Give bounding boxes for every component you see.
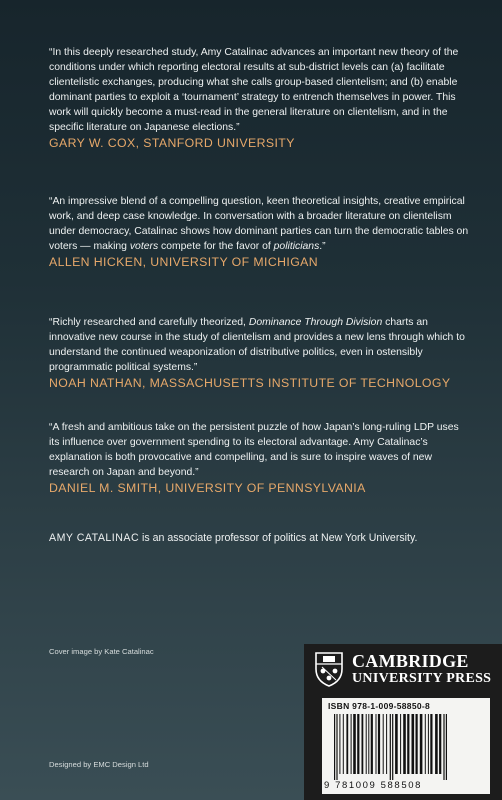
review-attribution: GARY W. COX, STANFORD UNIVERSITY — [49, 136, 295, 150]
quote-text: compete for the favor of — [158, 241, 274, 252]
barcode-digits: 9 781009 588508 — [324, 780, 422, 791]
barcode-bar — [439, 714, 441, 774]
quote-text: .” — [319, 241, 326, 252]
publisher-block — [304, 644, 502, 800]
barcode-bar — [395, 714, 398, 774]
barcode-bar — [351, 714, 352, 774]
barcode-bar — [407, 714, 409, 774]
publisher-header — [304, 644, 502, 687]
barcode-bar — [353, 714, 356, 774]
barcode-bar — [412, 714, 415, 774]
barcode-bar — [346, 714, 348, 774]
quote-italic-text: voters — [129, 241, 159, 252]
barcode-bar — [430, 714, 432, 774]
barcode-bar — [386, 714, 387, 774]
author-bio — [49, 531, 489, 545]
barcode-bars — [330, 714, 482, 780]
barcode-bar — [392, 714, 393, 780]
barcode-bar — [383, 714, 384, 774]
quote-text: charts an innovative new course in the study of clientelism and provides a new lens through which to understand the continued weaponization of distributive politics, even in ostensibly programmatic political systems.” — [49, 317, 465, 373]
barcode-bar — [403, 714, 406, 774]
quote-italic-text: politicians — [273, 241, 320, 252]
barcode-bar — [362, 714, 364, 774]
quote-text: “In this deeply researched study, Amy Catalinac advances an important new theory of the conditions under which reporting electoral results at sub-district levels can (a) facilitate clientelistic exchanges, producing what she calls group-based clientelism; and (b) enable dominant parties to exploit a ‘tournament’ strategy to entrench themselves in power. This work will quickly become a must-read in the general literature on clientelism, and in the specific literature on Japanese elections.” — [49, 47, 459, 133]
barcode-bar — [378, 714, 380, 774]
isbn-barcode — [322, 698, 490, 794]
review-attribution: DANIEL M. SMITH, UNIVERSITY OF PENNSYLVANIA — [49, 481, 366, 495]
barcode-bar — [368, 714, 369, 774]
cambridge-crest-icon — [314, 651, 344, 687]
review-quote — [49, 45, 469, 135]
quote-text: “A fresh and ambitious take on the persistent puzzle of how Japan’s long-ruling LDP uses its influence over government spending to its electoral advantage. Amy Catalinac’s explanation is both provocative and compelling, and is sure to inspire waves of new research on Japan and beyond.” — [49, 422, 459, 478]
barcode-bar — [366, 714, 367, 774]
barcode-bar — [376, 714, 377, 774]
publisher-name — [352, 652, 491, 686]
isbn-label: ISBN 978-1-009-58850-8 — [328, 701, 431, 711]
designer-credit: Designed by EMC Design Ltd — [49, 760, 149, 769]
review-3 — [49, 315, 469, 391]
barcode-bar — [420, 714, 423, 774]
barcode-bar — [425, 714, 426, 774]
quote-italic-text: Dominance Through Division — [248, 317, 383, 328]
barcode-bar — [336, 714, 337, 780]
review-attribution: NOAH NATHAN, MASSACHUSETTS INSTITUTE OF TECHNOLOGY — [49, 376, 451, 390]
barcode-bar — [428, 714, 429, 774]
barcode-bar — [400, 714, 401, 774]
review-4 — [49, 420, 469, 496]
review-attribution: ALLEN HICKEN, UNIVERSITY OF MICHIGAN — [49, 255, 319, 269]
barcode-bar — [443, 714, 444, 780]
author-bio-text: is an associate professor of politics at New York University. — [139, 532, 418, 544]
publisher-name-line2: UNIVERSITY PRESS — [352, 671, 492, 686]
quote-text: “Richly researched and carefully theorized, — [49, 317, 249, 328]
review-quote — [49, 420, 469, 480]
barcode-bar — [371, 714, 373, 774]
cover-image-credit: Cover image by Kate Catalinac — [49, 647, 154, 656]
barcode-bar — [416, 714, 418, 774]
barcode-bar — [390, 714, 391, 780]
author-name: AMY CATALINAC — [49, 532, 140, 544]
barcode-bar — [343, 714, 344, 774]
barcode-bar — [357, 714, 359, 774]
barcode-bar — [446, 714, 447, 780]
review-1 — [49, 45, 469, 151]
review-quote — [49, 194, 469, 254]
quote-text: “An impressive blend of a compelling question, keen theoretical insights, creative empirical work, and deep case knowledge. In conversation with a broader literature on clientelism under democracy, Catalinac shows how dominant parties can turn the democratic tables on voters — making — [49, 196, 469, 252]
barcode-bar — [435, 714, 438, 774]
publisher-name-line1: CAMBRIDGE — [352, 651, 469, 671]
barcode-bar — [339, 714, 340, 774]
review-quote — [49, 315, 469, 375]
review-2 — [49, 194, 469, 270]
barcode-bar — [334, 714, 335, 780]
